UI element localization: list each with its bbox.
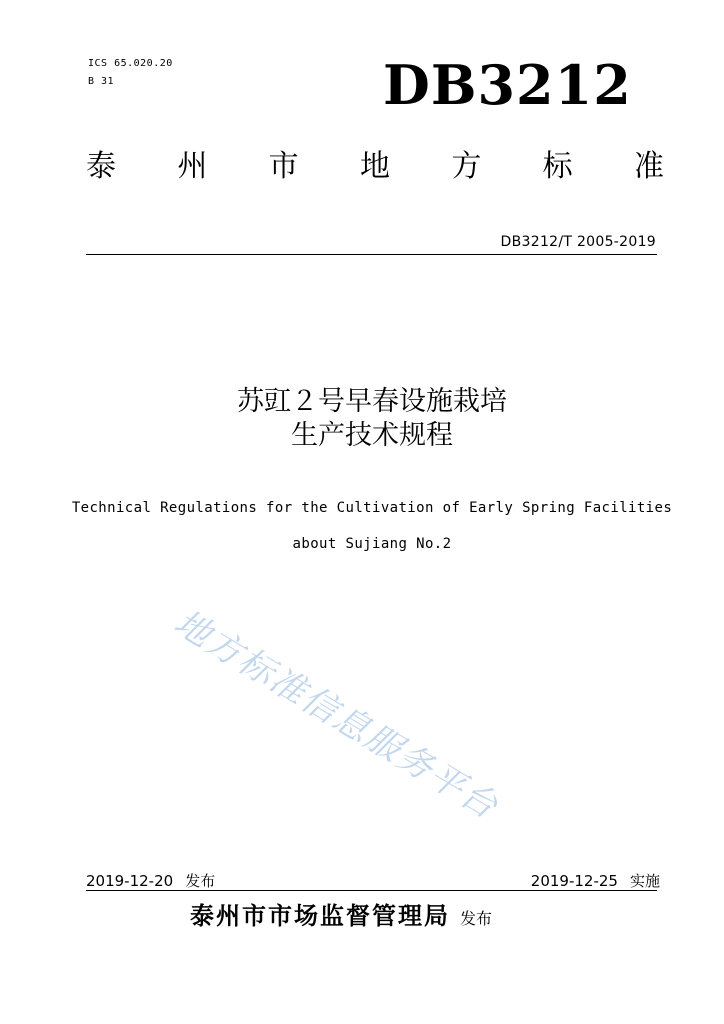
chinese-title-line-1: 苏豇２号早春设施栽培 [237, 386, 507, 417]
watermark: 地方标准信息服务平台 [167, 602, 506, 828]
standard-title-char: 准 [633, 149, 664, 184]
standard-type-title [86, 149, 664, 184]
db-code-title: DB3212 [383, 53, 632, 117]
english-title-line-1: Technical Regulations for the Cultivation of Early Spring Facilities [71, 500, 673, 516]
publish-label: 发布 [185, 872, 216, 890]
ics-code: ICS 65.020.20 [88, 58, 173, 69]
publish-date: 2019-12-20 [86, 872, 174, 890]
standard-title-char: 泰 [86, 149, 116, 184]
implement-date-group [531, 870, 660, 891]
standard-title-char: 标 [542, 149, 573, 184]
issuer-name: 泰州市市场监督管理局 [190, 902, 450, 930]
chinese-title [0, 385, 724, 453]
standard-title-char: 市 [268, 149, 299, 184]
chinese-title-line-2: 生产技术规程 [291, 420, 453, 451]
english-title [0, 490, 724, 562]
issuer-suffix: 发布 [460, 909, 493, 928]
top-divider [86, 254, 657, 255]
implement-label: 实施 [629, 872, 660, 890]
standard-title-char: 州 [177, 149, 208, 184]
implement-date: 2019-12-25 [530, 872, 618, 890]
issuer-row [190, 896, 492, 931]
english-title-line-2: about Sujiang No.2 [292, 536, 452, 552]
standard-title-char: 地 [359, 149, 390, 184]
standard-title-char: 方 [451, 149, 482, 184]
publish-date-group [86, 870, 215, 891]
standard-number: DB3212/T 2005-2019 [500, 234, 656, 250]
ccs-code: B 31 [88, 76, 115, 87]
bottom-divider [86, 890, 657, 891]
